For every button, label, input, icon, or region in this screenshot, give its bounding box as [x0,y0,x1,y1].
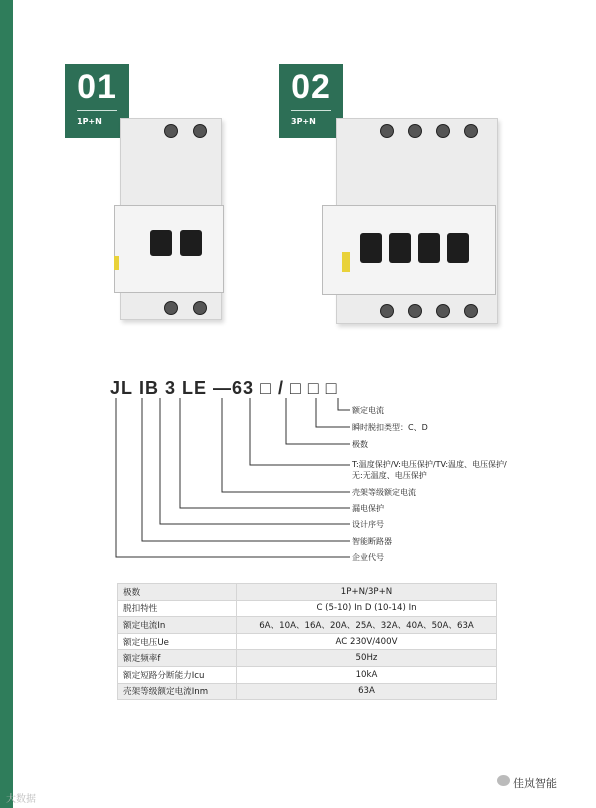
table-row: 壳架等级额定电流Inm 63A [118,683,497,700]
table-row: 脱扣特性 C (5-10) In D (10-14) In [118,600,497,617]
legend-frame-current: 壳架等级额定电流 [352,488,416,497]
model-code: JL IB 3 LE —63 □ / □ □ □ [110,378,338,398]
legend-leakage: 漏电保护 [352,504,384,513]
legend-rated-current: 额定电流 [352,406,384,415]
table-row: 额定电流In 6A、10A、16A、20A、25A、32A、40A、50A、63A [118,617,497,634]
watermark-right: 佳岚智能 [513,777,557,790]
product-number: 01 [77,68,117,106]
legend-trip-type: 瞬时脱扣类型：C、D [352,423,428,432]
legend-smart-breaker: 智能断路器 [352,537,392,546]
legend-protection: T:温度保护/V:电压保护/TV:温度、电压保护/ [352,460,507,469]
legend-no-protection: 无:无温度、电压保护 [352,471,427,480]
table-row: 额定频率f 50Hz [118,650,497,667]
spec-table [117,583,497,700]
table-row: 额定电压Ue AC 230V/400V [118,633,497,650]
watermark-left: 大数据 [6,794,36,805]
legend-company-code: 企业代号 [352,553,384,562]
wechat-icon [497,775,510,786]
table-row: 极数 1P+N/3P+N [118,584,497,601]
table-row: 额定短路分断能力Icu 10kA [118,666,497,683]
legend-poles: 极数 [352,440,368,449]
product-poles: 1P+N [77,117,102,126]
product-poles: 3P+N [291,117,316,126]
product-number: 02 [291,68,331,106]
legend-design-no: 设计序号 [352,520,384,529]
